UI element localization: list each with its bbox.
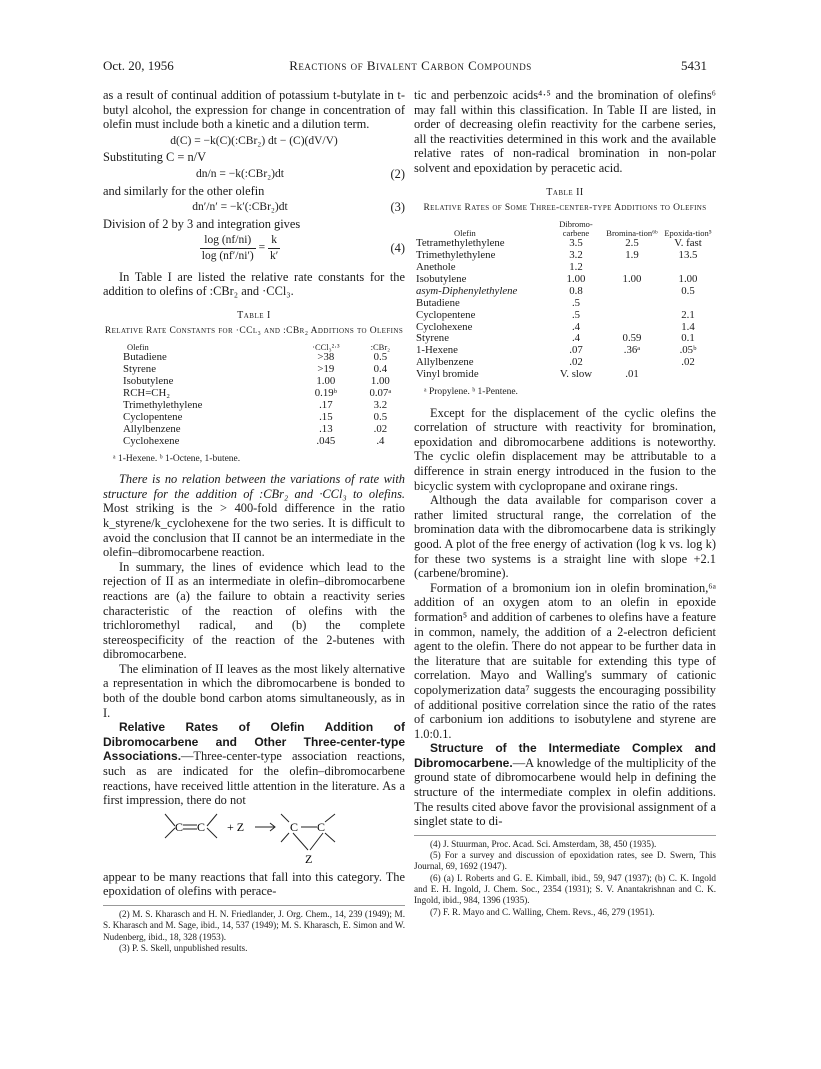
table-cell: 1-Hexene bbox=[416, 344, 458, 357]
table-cell: 0.5 bbox=[373, 351, 388, 364]
table-cell: Vinyl bromide bbox=[416, 368, 479, 381]
paragraph: tic and perbenzoic acids⁴·⁵ and the bromination of olefins⁶ may fall within this classification. In Table II are listed, in order of decreasing olefin reactivity for the carbene series, all the reactivities determined in this work and the available relative rates of non-radical bromination in non-polar solvent and epoxidation by peracetic acid. bbox=[414, 88, 716, 175]
scheme-atom: Z bbox=[305, 851, 313, 866]
table-cell: Cyclopentene bbox=[416, 308, 476, 321]
table-cell: Isobutylene bbox=[123, 375, 174, 388]
table-row bbox=[414, 322, 716, 334]
table-cell: .045 bbox=[316, 434, 336, 447]
table-cell: Trimethylethylene bbox=[123, 398, 203, 411]
table-cell: .36ᵃ bbox=[623, 344, 641, 357]
table-row bbox=[414, 298, 716, 310]
table-cell: 0.07ᵃ bbox=[369, 387, 392, 400]
table-cell: 1.00 bbox=[566, 272, 586, 285]
table-cell: 3.2 bbox=[373, 398, 388, 411]
paragraph: Formation of a bromonium ion in olefin bromination,⁶ᵃ addition of an oxygen atom to an olefin in epoxide formation⁵ and addition of carbenes to olefins have a feature in common, namely, the addition of a 2-electron deficient agent to the olefin. There do not appear to be further data in the literature that are suitable for extending this type of correlation. Mayo and Walling's summary of cationic copolymerization data⁷ suggests the encouraging possibility of additional positive correlation since the ratio of the rates of carbonium ion additions to isobutylene and styrene are 1.0:0.1. bbox=[414, 580, 716, 741]
footnote: (4) J. Stuurman, Proc. Acad. Sci. Amsterdam, 38, 450 (1935). bbox=[430, 838, 657, 849]
table-cell: V. fast bbox=[674, 237, 702, 250]
table-cell bbox=[660, 298, 716, 310]
paragraph: Division of 2 by 3 and integration gives bbox=[103, 216, 301, 231]
paragraph: Substituting C = n/V bbox=[103, 150, 207, 165]
table-cell: Cyclopentene bbox=[123, 410, 183, 423]
paragraph: Relative Rates of Olefin Addition of Dibromocarbene and Other Three-center-type Associations.—Three-center-type association reactions, such as are indicated for the olefin–dibromocarbene reactions, have received little attention in the literature. As a first impression, there do not bbox=[103, 720, 405, 808]
table-cell: .01 bbox=[625, 368, 639, 381]
table-row bbox=[414, 274, 716, 286]
table1-footnote: ᵃ 1-Hexene. ᵇ 1-Octene, 1-butene. bbox=[113, 453, 241, 464]
table-cell: .02 bbox=[681, 356, 695, 369]
paragraph: Although the data available for comparison cover a rather limited structural range, the correlation of the bromination data with the dibromocarbene data is strikingly good. A plot of the free energy of activation (log k vs. log k) for these two systems is a straight line with slope +2.1 (carbene/bromine). bbox=[414, 493, 716, 581]
table-cell: Tetramethylethylene bbox=[416, 237, 505, 250]
running-date: Oct. 20, 1956 bbox=[103, 58, 174, 73]
table2-header: Dibromo-carbene bbox=[559, 219, 593, 239]
table-cell: Styrene bbox=[416, 332, 449, 345]
table-cell: .07 bbox=[569, 344, 583, 357]
table-cell bbox=[604, 286, 660, 298]
footnote: (7) F. R. Mayo and C. Walling, Chem. Revs., 46, 279 (1951). bbox=[430, 906, 655, 917]
paragraph: Except for the displacement of the cyclic olefins the correlation of structure with reactivity for bromination, epoxidation and dibromocarbene additions is noteworthy. The cyclic olefin displacement may be attributable to a difference in strain energy introduced in the fusion to the bicyclic system with cyclopropane and oxirane rings. bbox=[414, 405, 716, 493]
paragraph: There is no relation between the variations of rate with structure for the addition of :CBr₂ and ·CCl₃ to olefins. Most striking is the > 400-fold difference in the ratio k_styrene/k_cyclohexene for the two series. It is difficult to avoid the conclusion that II cannot be an intermediate in the olefin–dibromocarbene reaction. bbox=[103, 472, 405, 560]
table-cell: .05ᵇ bbox=[679, 344, 697, 357]
table-cell: .4 bbox=[571, 320, 581, 333]
table-cell: 0.8 bbox=[569, 284, 583, 297]
table2 bbox=[414, 220, 716, 381]
table-cell: asym-Diphenylethylene bbox=[416, 284, 518, 297]
table-cell: 0.1 bbox=[681, 332, 695, 345]
table1-header: :CBr₂ bbox=[370, 342, 391, 353]
table2-title: Relative Rates of Some Three-center-type Additions to Olefins bbox=[423, 203, 707, 214]
table-cell: 2.5 bbox=[625, 237, 639, 250]
table-cell: 0.59 bbox=[622, 332, 642, 345]
table-cell: >19 bbox=[317, 363, 335, 376]
table-cell: 1.00 bbox=[370, 375, 390, 388]
table-cell: Allylbenzene bbox=[416, 356, 474, 369]
scheme-atom: C bbox=[317, 819, 326, 834]
table-cell bbox=[604, 298, 660, 310]
table-cell: .5 bbox=[571, 308, 581, 321]
left-column bbox=[103, 88, 405, 954]
footnote: (2) M. S. Kharasch and H. N. Friedlander, J. Org. Chem., 14, 239 (1949); M. S. Kharasch and M. Sage, ibid., 14, 537 (1949); M. S. Kharasch, E. Simon and W. Nudenberg, ibid., 18, 328 (1953). bbox=[103, 909, 405, 942]
table1 bbox=[103, 343, 405, 447]
table-row bbox=[103, 412, 405, 424]
table-cell: >38 bbox=[317, 351, 335, 364]
table-cell: 1.9 bbox=[625, 249, 639, 262]
equation-1: d(C) = −k(C)(:CBr₂) dt − (C)(dV/V) bbox=[170, 134, 338, 147]
scheme-atom: C bbox=[175, 819, 184, 834]
table-row bbox=[414, 310, 716, 322]
table2-header: Olefin bbox=[454, 228, 476, 239]
table-cell: .02 bbox=[373, 422, 388, 435]
table-cell: 0.5 bbox=[681, 284, 695, 297]
table-row bbox=[414, 250, 716, 262]
table-row bbox=[414, 286, 716, 298]
table-cell: V. slow bbox=[559, 368, 593, 381]
table-cell: Styrene bbox=[123, 363, 156, 376]
table-cell: RCH=CH₂ bbox=[123, 387, 171, 400]
footnote: (6) (a) I. Roberts and G. E. Kimball, ibid., 59, 947 (1937); (b) C. K. Ingold and E. H. Ingold, J. Chem. Soc., 2354 (1931); S. V. Anantakrishnan and C. K. Ingold, ibid., 984, 1396 (1935). bbox=[414, 872, 716, 906]
table-cell: 1.00 bbox=[316, 375, 336, 388]
paragraph: and similarly for the other olefin bbox=[103, 183, 265, 198]
table-cell: .5 bbox=[571, 296, 581, 309]
table-row bbox=[103, 424, 405, 436]
equation-4: $\frac{\log (nf/ni)}{\log (nf'/ni')}$ = $\frac{k}{k'}$ (4) bbox=[201, 234, 405, 262]
table-cell: .15 bbox=[319, 410, 333, 423]
table-cell: .4 bbox=[376, 434, 385, 447]
scheme-reagent: + Z bbox=[227, 819, 245, 834]
table2-header: Epoxida-tion⁵ bbox=[664, 228, 712, 239]
table1-header: ·CCl₃²·³ bbox=[312, 342, 340, 353]
table-cell: Butadiene bbox=[123, 351, 167, 364]
reaction-scheme bbox=[103, 808, 405, 870]
table-cell: Trimethylethylene bbox=[416, 249, 496, 262]
table-cell: 0.4 bbox=[373, 363, 388, 376]
table-cell: 1.2 bbox=[569, 260, 583, 273]
equation-3: dn′/n′ = −k′(:CBr₂)dt (3) bbox=[192, 200, 405, 215]
table-cell: Butadiene bbox=[416, 296, 460, 309]
table-cell: 3.2 bbox=[569, 249, 583, 262]
running-title: Reactions of Bivalent Carbon Compounds bbox=[289, 58, 532, 73]
table-cell bbox=[604, 310, 660, 322]
footnote: (5) For a survey and discussion of epoxidation rates, see D. Swern, This Journal, 69, 1692 (1947). bbox=[414, 850, 716, 872]
table-row bbox=[414, 333, 716, 345]
table-cell: .13 bbox=[319, 422, 333, 435]
table-cell: Cyclohexene bbox=[123, 434, 180, 447]
paragraph: The elimination of II leaves as the most likely alternative a representation in which the dibromocarbene is bonded to both of the double bond carbon atoms simultaneously, as in I. bbox=[103, 661, 405, 720]
table1-caption: Table I bbox=[237, 309, 271, 321]
table-cell: .4 bbox=[571, 332, 581, 345]
paragraph: In Table I are listed the relative rate constants for the addition to olefins of :CBr₂ and ·CCl₃. bbox=[103, 269, 405, 299]
table-cell: Allylbenzene bbox=[123, 422, 181, 435]
table-row bbox=[103, 436, 405, 448]
equation-2: dn/n = −k(:CBr₂)dt (2) bbox=[196, 166, 405, 181]
table-cell: 2.1 bbox=[681, 308, 695, 321]
table-cell: 13.5 bbox=[678, 249, 698, 262]
table-cell: .17 bbox=[319, 398, 333, 411]
table-cell bbox=[660, 369, 716, 381]
paragraph: Structure of the Intermediate Complex and Dibromocarbene.—A knowledge of the multiplicity of the ground state of dibromocarbene would help in defining the structure of the intermediate complex in olefin additions. The results cited above favor the provisional assignment of a singlet state to di- bbox=[414, 741, 716, 829]
table-cell: 3.5 bbox=[569, 237, 583, 250]
table-cell: Anethole bbox=[416, 260, 456, 273]
paragraph: as a result of continual addition of potassium t-butylate in t-butyl alcohol, the expression for change in concentration of olefin must include both a kinetic and a dilution term. bbox=[103, 88, 405, 132]
table-cell: 1.00 bbox=[622, 272, 642, 285]
table-cell: Cyclohexene bbox=[416, 320, 473, 333]
table-cell: 0.19ᵇ bbox=[314, 387, 337, 400]
table-cell: 0.5 bbox=[373, 410, 388, 423]
footnote: (3) P. S. Skell, unpublished results. bbox=[119, 942, 248, 953]
paragraph: appear to be many reactions that fall into this category. The epoxidation of olefins with perace- bbox=[103, 869, 405, 899]
table-cell: .02 bbox=[569, 356, 583, 369]
paragraph: In summary, the lines of evidence which lead to the rejection of II as an intermediate in olefin–dibromocarbene reactions are (a) the failure to obtain a reactivity series characteristic of the reaction of olefins with the trichloromethyl radical, and (b) the complete stereospecificity of the reaction of the 2-butenes with dibromocarbene. bbox=[103, 559, 405, 662]
page-number: 5431 bbox=[681, 58, 707, 73]
table-cell: 1.4 bbox=[681, 320, 695, 333]
table-cell: Isobutylene bbox=[416, 272, 467, 285]
right-column bbox=[414, 88, 716, 918]
table1-title: Relative Rate Constants for ·CCl₃ and :CBr₂ Additions to Olefins bbox=[104, 326, 404, 337]
table2-footnote: ᵃ Propylene. ᵇ 1-Pentene. bbox=[424, 387, 518, 398]
table1-header: Olefin bbox=[127, 342, 149, 353]
table-row bbox=[414, 369, 716, 381]
table2-caption: Table II bbox=[546, 186, 584, 198]
table2-header: Bromina-tion⁶ᵇ bbox=[606, 228, 658, 239]
scheme-atom: C bbox=[197, 819, 206, 834]
table-cell: 1.00 bbox=[678, 272, 698, 285]
scheme-atom: C bbox=[290, 819, 299, 834]
